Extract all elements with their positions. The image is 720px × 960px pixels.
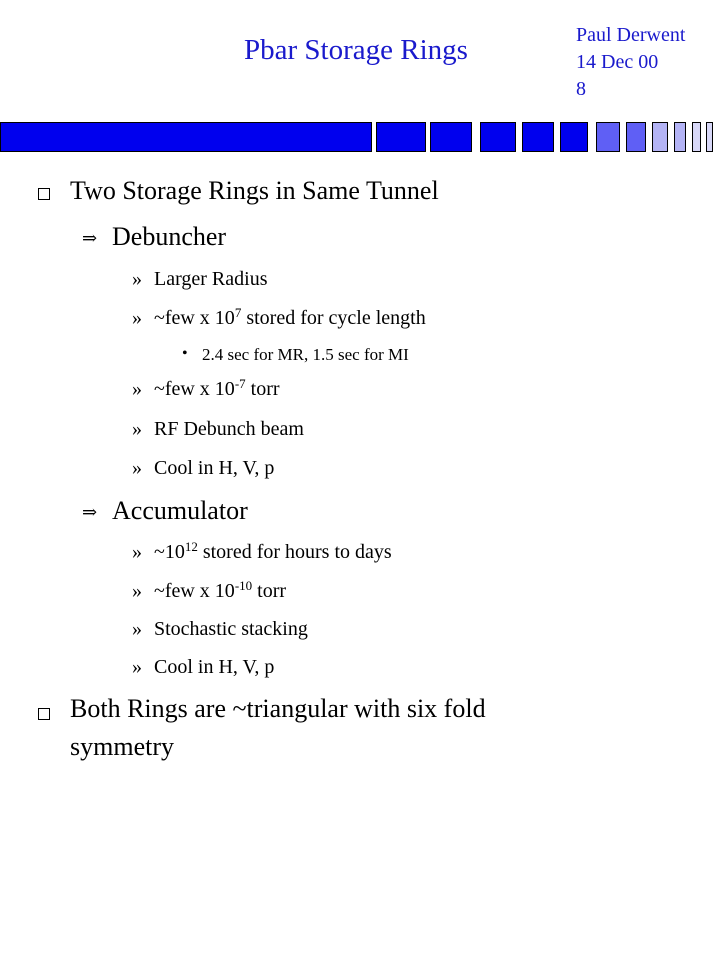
bar-block [522,122,554,152]
arrow-bullet-icon: ⇒ [82,228,98,248]
debuncher-vacuum: ~few x $10^{-7}$ torr [154,375,280,400]
debuncher-cool: Cool in H, V, p [154,457,275,479]
bar-block [674,122,686,152]
accumulator-vacuum: ~few x $10^{-10}$ torr [154,577,287,602]
guillemet-bullet-icon: » [132,457,142,479]
bar-block [706,122,713,152]
guillemet-bullet-icon: » [132,378,142,400]
dot-bullet-icon: • [182,345,188,362]
guillemet-bullet-icon: » [132,580,142,602]
square-bullet-icon [38,188,50,200]
bar-block [0,122,372,152]
date: 14 Dec 00 [576,51,659,73]
accumulator-stored: $\sim 10^{12}$ stored for hours to days [154,538,392,563]
bar-block [480,122,516,152]
bar-block [626,122,646,152]
guillemet-bullet-icon: » [132,541,142,563]
accumulator-stacking: Stochastic stacking [154,618,308,640]
bullet-both-rings-line2: symmetry [70,732,174,761]
guillemet-bullet-icon: » [132,656,142,678]
author: Paul Derwent [576,24,686,46]
guillemet-bullet-icon: » [132,618,142,640]
page-number: 8 [576,78,586,100]
slide-title: Pbar Storage Rings [244,34,468,66]
bullet-both-rings-line1: Both Rings are ~triangular with six fold [70,694,486,723]
bar-block [560,122,588,152]
accumulator-heading: Accumulator [112,496,248,525]
guillemet-bullet-icon: » [132,418,142,440]
square-bullet-icon [38,708,50,720]
bar-block [596,122,620,152]
bullet-two-rings: Two Storage Rings in Same Tunnel [70,176,439,205]
bar-block [652,122,668,152]
bar-block [376,122,426,152]
arrow-bullet-icon: ⇒ [82,502,98,522]
bar-block [692,122,701,152]
guillemet-bullet-icon: » [132,307,142,329]
debuncher-larger-radius: Larger Radius [154,268,268,290]
accumulator-cool: Cool in H, V, p [154,656,275,678]
debuncher-stored: ~few x $10^7$ stored for cycle length [154,304,426,329]
debuncher-cycle-detail: 2.4 sec for MR, 1.5 sec for MI [202,345,409,364]
guillemet-bullet-icon: » [132,268,142,290]
debuncher-heading: Debuncher [112,222,227,251]
slide-meta [576,22,685,103]
bar-block [430,122,472,152]
debuncher-rf: RF Debunch beam [154,418,304,440]
